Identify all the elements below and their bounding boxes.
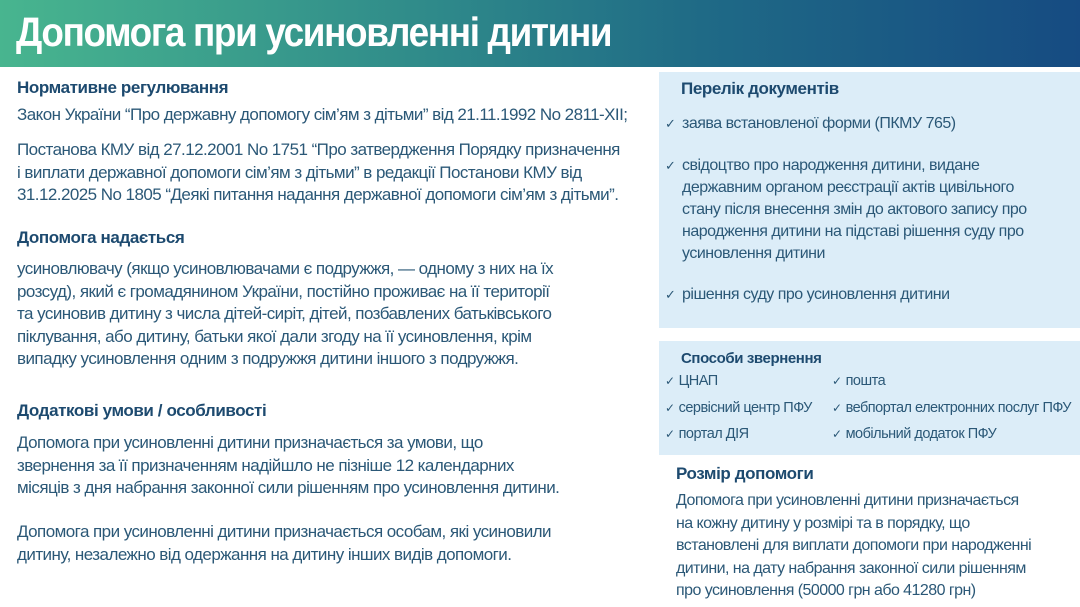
check-icon: ✓ <box>665 287 676 302</box>
check-icon: ✓ <box>832 374 842 388</box>
method-item: ✓ мобільний додаток ПФУ <box>832 426 997 442</box>
conditions-heading: Додаткові умови / особливості <box>17 401 267 420</box>
header-banner <box>0 0 1080 67</box>
check-icon: ✓ <box>665 401 675 415</box>
method-item: ✓ портал ДІЯ <box>665 426 749 442</box>
conditions-text-1: Допомога при усиновленні дитини призначається за умови, що звернення за її призначенням надійшло не пізніше 12 календарних місяців з дня набрання законної сили рішенням про усиновлення дитини. <box>17 433 560 497</box>
method-item: ✓ сервісний центр ПФУ <box>665 400 812 416</box>
check-icon: ✓ <box>832 427 842 441</box>
document-item: ✓ заява встановленої форми (ПКМУ 765) <box>682 113 956 135</box>
document-item: ✓ свідоцтво про народження дитини, видане державним органом реєстрації актів цивільного стану після внесення змін до актового запису про народження дитини на підставі рішення суду про усиновлення дитини <box>665 157 1027 262</box>
check-icon: ✓ <box>665 427 675 441</box>
regulation-law: Закон України “Про державну допомогу сім’ям з дітьми” від 21.11.1992 No 2811-XII; <box>17 105 628 124</box>
documents-heading: Перелік документів <box>681 79 839 98</box>
conditions-text-2: Допомога при усиновленні дитини призначається особам, які усиновили дитину, незалежно від одержання на дитину інших видів допомоги. <box>17 522 551 564</box>
document-item: ✓ рішення суду про усиновлення дитини <box>682 284 950 306</box>
check-icon: ✓ <box>665 374 675 388</box>
regulation-heading: Нормативне регулювання <box>17 78 229 97</box>
methods-heading: Способи звернення <box>681 350 822 367</box>
granted-text: усиновлювачу (якщо усиновлювачами є подружжя, — одному з них на їх розсуд), який є громадянином України, постійно проживає на її території та усиновив дитину з числа дітей-сиріт, дітей, позбавлених батьківського піклування, або дитину, батьки якої дали згоду на її усиновлення, крім випадку усиновлення одним з подружжя дитини іншого з подружжя. <box>17 259 554 368</box>
amount-text: Допомога при усиновленні дитини призначається на кожну дитину у розмірі та в порядку, що встановлені для виплати допомоги при народженні дитини, на дату набрання законної сили рішенням про усиновлення (50000 грн або 41280 грн) <box>676 492 1032 599</box>
granted-heading: Допомога надається <box>17 228 185 247</box>
page-title: Допомога при усиновленні дитини <box>16 9 612 55</box>
amount-heading: Розмір допомоги <box>676 464 814 483</box>
method-item: ✓ вебпортал електронних послуг ПФУ <box>832 400 1071 416</box>
method-item: ✓ пошта <box>832 373 886 389</box>
regulation-resolution: Постанова КМУ від 27.12.2001 No 1751 “Про затвердження Порядку призначення і виплати державної допомоги сім’ям з дітьми” в редакції Постанови КМУ від 31.12.2025 No 1805 “Деякі питання надання державної допомоги сім’ям з дітьми”. <box>17 140 620 204</box>
method-item: ✓ ЦНАП <box>665 373 718 389</box>
check-icon: ✓ <box>665 116 676 131</box>
check-icon: ✓ <box>832 401 842 415</box>
check-icon: ✓ <box>665 158 676 173</box>
